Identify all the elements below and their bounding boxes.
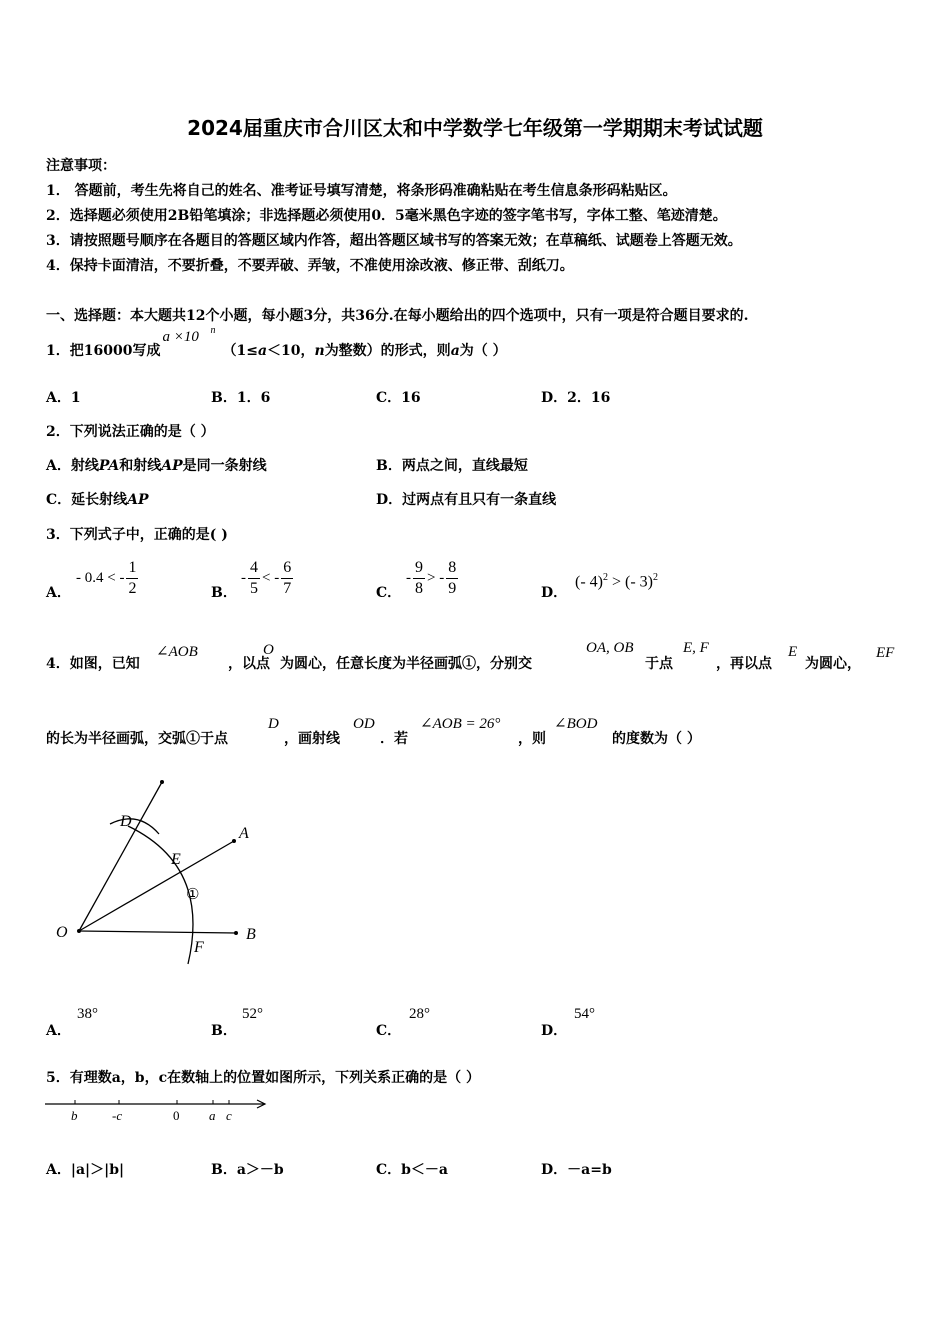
q5-option-a[interactable]: A．|a|＞|b| (46, 1162, 125, 1178)
q4-text: ，则 (518, 731, 546, 747)
question-5: 5．有理数a，b，c在数轴上的位置如图所示，下列关系正确的是（ ） (46, 1070, 480, 1086)
notice-item: 3．请按照题号顺序在各题目的答题区域内作答，超出答题区域书写的答案无效；在草稿纸、试题卷上答题无效。 (46, 233, 742, 249)
q4-text: 4．如图，已知 (46, 656, 140, 672)
ray-od-end (160, 780, 164, 784)
notice-item: 2．选择题必须使用2B铅笔填涂；非选择题必须使用0．5毫米黑色字迹的签字笔书写，字体工整、笔迹清楚。 (46, 208, 727, 224)
ray-ob (79, 931, 236, 933)
axis-label-b: b (71, 1108, 78, 1123)
q1-option-d[interactable]: D．2．16 (541, 390, 611, 406)
q4-angle-aob: ∠AOB (156, 644, 198, 660)
q4-point-o: O (263, 642, 274, 658)
q4-text: ，画射线 (284, 731, 340, 747)
q4-segment-ef: EF (876, 645, 895, 661)
q4-option-c-value: 28° (409, 1006, 430, 1022)
q5-option-b[interactable]: B．a＞－b (211, 1162, 284, 1178)
label-e: E (171, 851, 181, 868)
q4-text: ．若 (380, 731, 408, 747)
q4-point-d: D (268, 716, 279, 732)
q4-option-c[interactable]: C． (376, 1023, 402, 1039)
axis-label-c: c (226, 1108, 232, 1123)
label-b: B (246, 926, 256, 943)
q4-text: 为圆心， (805, 656, 861, 672)
q4-figure (46, 770, 276, 970)
q4-text: 为圆心，任意长度为半径画弧①，分别交 (280, 656, 532, 672)
q2-option-b[interactable]: B．两点之间，直线最短 (376, 458, 528, 474)
q4-text: 于点 (645, 656, 673, 672)
q1-text: 1．把16000写成 (46, 343, 161, 359)
q4-rays: OA, OB (586, 640, 634, 656)
ray-od (79, 782, 162, 931)
q4-option-a-value: 38° (77, 1006, 98, 1022)
q1-option-b[interactable]: B．1．6 (211, 390, 271, 406)
q4-point-e: E (788, 644, 798, 660)
q2-option-a[interactable]: A．射线PA和射线AP是同一条射线 (46, 458, 267, 474)
q4-ray-od: OD (353, 716, 375, 732)
axis-label-zero: 0 (173, 1108, 180, 1123)
q5-option-d[interactable]: D．－a=b (541, 1162, 612, 1178)
label-f: F (194, 939, 204, 956)
q4-angle-bod: ∠BOD (554, 716, 598, 732)
label-o: O (56, 924, 68, 941)
q4-text: ，再以点 (716, 656, 772, 672)
point-a (232, 839, 236, 843)
page-title: 2024届重庆市合川区太和中学数学七年级第一学期期末考试试题 (187, 116, 763, 140)
label-d: D (120, 813, 132, 830)
notice-heading: 注意事项： (46, 158, 116, 174)
q1-option-c[interactable]: C．16 (376, 390, 421, 406)
axis-label-a: a (209, 1108, 216, 1123)
arc-1 (128, 826, 193, 964)
q4-option-a[interactable]: A． (46, 1023, 71, 1039)
q4-option-b[interactable]: B． (211, 1023, 237, 1039)
section-heading: 一、选择题：本大题共12个小题，每小题3分，共36分.在每小题给出的四个选项中，只有一项是符合题目要求的. (46, 308, 749, 324)
q1-option-a[interactable]: A．1 (46, 390, 81, 406)
q4-condition: ∠AOB = 26° (420, 716, 501, 732)
q4-points-ef: E, F (683, 640, 709, 656)
q1-formula: a ×10 n (162, 325, 216, 345)
notice-item: 4．保持卡面清洁，不要折叠，不要弄破、弄皱，不准使用涂改液、修正带、刮纸刀。 (46, 258, 574, 274)
question-3: 3．下列式子中，正确的是( ) (46, 527, 228, 543)
label-circle-1: ① (186, 887, 200, 903)
q2-option-d[interactable]: D．过两点有且只有一条直线 (376, 492, 557, 508)
axis-label-neg-c: -c (112, 1108, 123, 1123)
label-a: A (239, 825, 249, 842)
q4-option-b-value: 52° (242, 1006, 263, 1022)
question-2: 2．下列说法正确的是（ ） (46, 424, 215, 440)
q4-text: 的长为半径画弧，交弧①于点 (46, 731, 228, 747)
q5-option-c[interactable]: C．b＜－a (376, 1162, 449, 1178)
notice-item: 1． 答题前，考生先将自己的姓名、准考证号填写清楚，将条形码准确粘贴在考生信息条形码粘贴区。 (46, 183, 677, 199)
point-o (77, 929, 81, 933)
q4-text: ，以点 (228, 656, 270, 672)
point-b (234, 931, 238, 935)
q4-text: 的度数为（ ） (612, 731, 701, 747)
q4-option-d[interactable]: D． (541, 1023, 568, 1039)
q5-number-line (40, 1092, 275, 1128)
q2-option-c[interactable]: C．延长射线AP (46, 492, 149, 508)
q4-option-d-value: 54° (574, 1006, 595, 1022)
exam-page: 2024届重庆市合川区太和中学数学七年级第一学期期末考试试题 注意事项： 1． 答题前，考生先将自己的姓名、准考证号填写清楚，将条形码准确粘贴在考生信息条形码粘贴区。 2．选择题必须使用2B铅笔填涂；非选择题必须使用0．5毫米黑色字迹的签字笔书写，字体工整、笔迹清楚。 3．请按照题号顺序在各题目的答题区域内作答，超出答题区域书写的答案无效；在草稿纸、试题卷上答题无效。 4．保持卡面清洁，不要折叠，不要弄破、弄皱，不准使用涂改液、修正带、刮纸刀。 一、选择题：本大题共12个小题，每小题3分，共36分.在每小题给出的四个选项中，只有一项是符合题目要求的. 1．把16000写成 a ×10 n （1≤a＜10，n为整数）的形式，则a为（ ） A．1 B．1．6 C．16 D．2．16 2．下列说法正确的是（ ） A．射线PA和射线AP是同一条射线 B．两点之间，直线最短 C．延长射线AP D．过两点有且只有一条直线 3．下列式子中，正确的是( ) A． - 0.4 < - $\frac{1}{2}$ B． - $\frac{4}{5}$ < - $\frac{6}{7}$ C． - $\frac{9}{8}$ > - $\frac{8}{9}$ D． (- 4)$^2$ > (- 3)$^2$ 4．如图，已知 ∠AOB ，以点 O 为圆心，任意长度为半径画弧①，分别交 OA, OB 于点 E, F ，再以点 E 为圆心， EF 的长为半径画弧，交弧①于点 D ，画射线 OD ．若 ∠AOB = 26° ，则 ∠BOD 的度数为（ ） D A E ① O B F A． 38° B． 52° C． 28° D． 54° 5．有理数a，b，c在数轴上的位置如图所示，下列关系正确的是（ ） b -c 0 a c A．|a|＞|b| B．a＞－b C．b＜－a D．－a=b (0, 0, 950, 1344)
ray-oa (79, 841, 234, 931)
question-1: 1．把16000写成 a ×10 n （1≤a＜10，n为整数）的形式，则a为（ ） (46, 325, 507, 359)
